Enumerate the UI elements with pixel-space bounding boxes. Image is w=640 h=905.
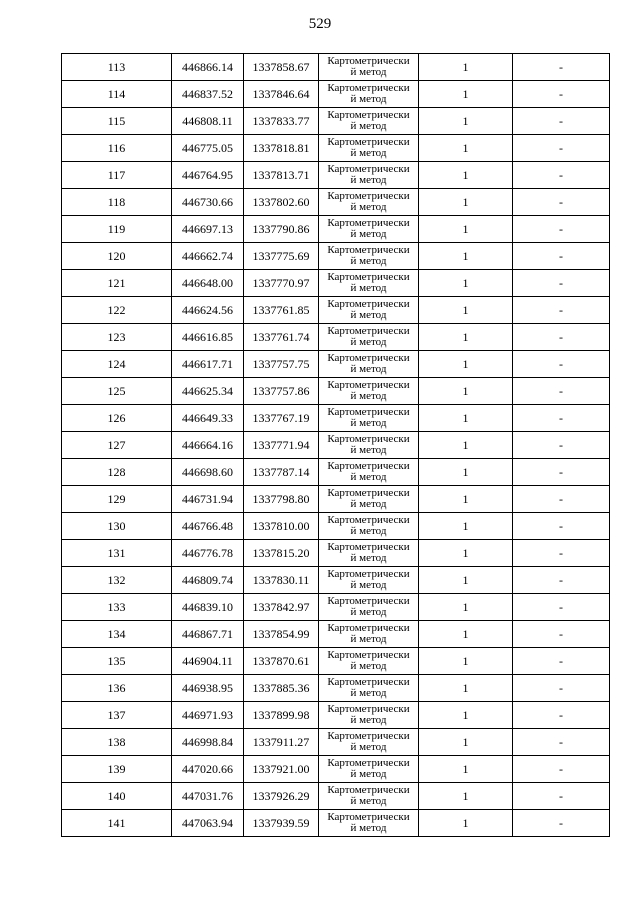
description-cell: - bbox=[513, 486, 610, 513]
y-coordinate-cell: 1337830.11 bbox=[244, 567, 319, 594]
point-number-cell: 132 bbox=[62, 567, 172, 594]
table-row bbox=[62, 405, 610, 432]
description-cell: - bbox=[513, 756, 610, 783]
y-coordinate-cell: 1337858.67 bbox=[244, 54, 319, 81]
y-coordinate-cell: 1337757.86 bbox=[244, 378, 319, 405]
x-coordinate-cell: 446998.84 bbox=[172, 729, 244, 756]
accuracy-cell: 1 bbox=[419, 540, 513, 567]
table-row bbox=[62, 162, 610, 189]
x-coordinate-cell: 446617.71 bbox=[172, 351, 244, 378]
point-number-cell: 115 bbox=[62, 108, 172, 135]
method-cell: Картометрически й метод bbox=[319, 324, 419, 351]
point-number-cell: 137 bbox=[62, 702, 172, 729]
point-number-cell: 120 bbox=[62, 243, 172, 270]
method-cell: Картометрически й метод bbox=[319, 594, 419, 621]
description-cell: - bbox=[513, 675, 610, 702]
description-cell: - bbox=[513, 702, 610, 729]
table-row bbox=[62, 756, 610, 783]
table-row bbox=[62, 702, 610, 729]
table-row bbox=[62, 621, 610, 648]
accuracy-cell: 1 bbox=[419, 135, 513, 162]
x-coordinate-cell: 446730.66 bbox=[172, 189, 244, 216]
method-cell: Картометрически й метод bbox=[319, 243, 419, 270]
point-number-cell: 117 bbox=[62, 162, 172, 189]
table-row bbox=[62, 432, 610, 459]
y-coordinate-cell: 1337815.20 bbox=[244, 540, 319, 567]
accuracy-cell: 1 bbox=[419, 459, 513, 486]
method-cell: Картометрически й метод bbox=[319, 378, 419, 405]
method-cell: Картометрически й метод bbox=[319, 513, 419, 540]
x-coordinate-cell: 446664.16 bbox=[172, 432, 244, 459]
description-cell: - bbox=[513, 81, 610, 108]
table-row bbox=[62, 513, 610, 540]
y-coordinate-cell: 1337818.81 bbox=[244, 135, 319, 162]
method-cell: Картометрически й метод bbox=[319, 54, 419, 81]
x-coordinate-cell: 446904.11 bbox=[172, 648, 244, 675]
accuracy-cell: 1 bbox=[419, 513, 513, 540]
table-row bbox=[62, 810, 610, 837]
method-cell: Картометрически й метод bbox=[319, 756, 419, 783]
point-number-cell: 124 bbox=[62, 351, 172, 378]
point-number-cell: 129 bbox=[62, 486, 172, 513]
table-row bbox=[62, 486, 610, 513]
accuracy-cell: 1 bbox=[419, 648, 513, 675]
method-cell: Картометрически й метод bbox=[319, 702, 419, 729]
accuracy-cell: 1 bbox=[419, 783, 513, 810]
table-row bbox=[62, 459, 610, 486]
method-cell: Картометрически й метод bbox=[319, 216, 419, 243]
x-coordinate-cell: 447063.94 bbox=[172, 810, 244, 837]
method-cell: Картометрически й метод bbox=[319, 108, 419, 135]
method-cell: Картометрически й метод bbox=[319, 675, 419, 702]
accuracy-cell: 1 bbox=[419, 594, 513, 621]
description-cell: - bbox=[513, 378, 610, 405]
y-coordinate-cell: 1337854.99 bbox=[244, 621, 319, 648]
x-coordinate-cell: 446731.94 bbox=[172, 486, 244, 513]
y-coordinate-cell: 1337921.00 bbox=[244, 756, 319, 783]
description-cell: - bbox=[513, 351, 610, 378]
point-number-cell: 139 bbox=[62, 756, 172, 783]
table-row bbox=[62, 297, 610, 324]
x-coordinate-cell: 446649.33 bbox=[172, 405, 244, 432]
point-number-cell: 127 bbox=[62, 432, 172, 459]
description-cell: - bbox=[513, 648, 610, 675]
y-coordinate-cell: 1337790.86 bbox=[244, 216, 319, 243]
point-number-cell: 114 bbox=[62, 81, 172, 108]
point-number-cell: 135 bbox=[62, 648, 172, 675]
accuracy-cell: 1 bbox=[419, 189, 513, 216]
x-coordinate-cell: 446809.74 bbox=[172, 567, 244, 594]
x-coordinate-cell: 446697.13 bbox=[172, 216, 244, 243]
description-cell: - bbox=[513, 243, 610, 270]
point-number-cell: 130 bbox=[62, 513, 172, 540]
x-coordinate-cell: 446766.48 bbox=[172, 513, 244, 540]
y-coordinate-cell: 1337813.71 bbox=[244, 162, 319, 189]
table-row bbox=[62, 729, 610, 756]
method-cell: Картометрически й метод bbox=[319, 81, 419, 108]
x-coordinate-cell: 446775.05 bbox=[172, 135, 244, 162]
y-coordinate-cell: 1337787.14 bbox=[244, 459, 319, 486]
accuracy-cell: 1 bbox=[419, 702, 513, 729]
table-row bbox=[62, 81, 610, 108]
x-coordinate-cell: 446776.78 bbox=[172, 540, 244, 567]
y-coordinate-cell: 1337771.94 bbox=[244, 432, 319, 459]
x-coordinate-cell: 446971.93 bbox=[172, 702, 244, 729]
x-coordinate-cell: 446625.34 bbox=[172, 378, 244, 405]
description-cell: - bbox=[513, 324, 610, 351]
y-coordinate-cell: 1337842.97 bbox=[244, 594, 319, 621]
description-cell: - bbox=[513, 297, 610, 324]
table-row bbox=[62, 135, 610, 162]
method-cell: Картометрически й метод bbox=[319, 783, 419, 810]
description-cell: - bbox=[513, 270, 610, 297]
accuracy-cell: 1 bbox=[419, 756, 513, 783]
table-row bbox=[62, 567, 610, 594]
point-number-cell: 131 bbox=[62, 540, 172, 567]
x-coordinate-cell: 446866.14 bbox=[172, 54, 244, 81]
method-cell: Картометрически й метод bbox=[319, 621, 419, 648]
x-coordinate-cell: 446837.52 bbox=[172, 81, 244, 108]
accuracy-cell: 1 bbox=[419, 675, 513, 702]
table-row bbox=[62, 540, 610, 567]
description-cell: - bbox=[513, 783, 610, 810]
description-cell: - bbox=[513, 432, 610, 459]
y-coordinate-cell: 1337798.80 bbox=[244, 486, 319, 513]
table-row bbox=[62, 243, 610, 270]
method-cell: Картометрически й метод bbox=[319, 648, 419, 675]
point-number-cell: 113 bbox=[62, 54, 172, 81]
table-row bbox=[62, 594, 610, 621]
x-coordinate-cell: 446867.71 bbox=[172, 621, 244, 648]
description-cell: - bbox=[513, 162, 610, 189]
y-coordinate-cell: 1337899.98 bbox=[244, 702, 319, 729]
table-row bbox=[62, 270, 610, 297]
method-cell: Картометрически й метод bbox=[319, 459, 419, 486]
table-row bbox=[62, 675, 610, 702]
point-number-cell: 126 bbox=[62, 405, 172, 432]
table-row bbox=[62, 54, 610, 81]
y-coordinate-cell: 1337885.36 bbox=[244, 675, 319, 702]
point-number-cell: 116 bbox=[62, 135, 172, 162]
accuracy-cell: 1 bbox=[419, 324, 513, 351]
point-number-cell: 122 bbox=[62, 297, 172, 324]
point-number-cell: 133 bbox=[62, 594, 172, 621]
y-coordinate-cell: 1337846.64 bbox=[244, 81, 319, 108]
table-row bbox=[62, 324, 610, 351]
accuracy-cell: 1 bbox=[419, 297, 513, 324]
method-cell: Картометрически й метод bbox=[319, 297, 419, 324]
method-cell: Картометрически й метод bbox=[319, 351, 419, 378]
method-cell: Картометрически й метод bbox=[319, 135, 419, 162]
y-coordinate-cell: 1337767.19 bbox=[244, 405, 319, 432]
y-coordinate-cell: 1337761.74 bbox=[244, 324, 319, 351]
x-coordinate-cell: 446764.95 bbox=[172, 162, 244, 189]
y-coordinate-cell: 1337770.97 bbox=[244, 270, 319, 297]
description-cell: - bbox=[513, 513, 610, 540]
description-cell: - bbox=[513, 216, 610, 243]
coordinates-table-body bbox=[62, 54, 610, 837]
accuracy-cell: 1 bbox=[419, 270, 513, 297]
x-coordinate-cell: 446839.10 bbox=[172, 594, 244, 621]
table-row bbox=[62, 648, 610, 675]
method-cell: Картометрически й метод bbox=[319, 810, 419, 837]
accuracy-cell: 1 bbox=[419, 54, 513, 81]
accuracy-cell: 1 bbox=[419, 810, 513, 837]
method-cell: Картометрически й метод bbox=[319, 189, 419, 216]
coordinates-table bbox=[61, 53, 610, 837]
x-coordinate-cell: 446648.00 bbox=[172, 270, 244, 297]
x-coordinate-cell: 446624.56 bbox=[172, 297, 244, 324]
y-coordinate-cell: 1337775.69 bbox=[244, 243, 319, 270]
accuracy-cell: 1 bbox=[419, 729, 513, 756]
x-coordinate-cell: 447031.76 bbox=[172, 783, 244, 810]
description-cell: - bbox=[513, 405, 610, 432]
point-number-cell: 136 bbox=[62, 675, 172, 702]
y-coordinate-cell: 1337810.00 bbox=[244, 513, 319, 540]
y-coordinate-cell: 1337911.27 bbox=[244, 729, 319, 756]
accuracy-cell: 1 bbox=[419, 216, 513, 243]
page-number: 529 bbox=[308, 16, 332, 32]
x-coordinate-cell: 446938.95 bbox=[172, 675, 244, 702]
method-cell: Картометрически й метод bbox=[319, 486, 419, 513]
method-cell: Картометрически й метод bbox=[319, 162, 419, 189]
method-cell: Картометрически й метод bbox=[319, 270, 419, 297]
table-row bbox=[62, 189, 610, 216]
x-coordinate-cell: 446808.11 bbox=[172, 108, 244, 135]
x-coordinate-cell: 446662.74 bbox=[172, 243, 244, 270]
y-coordinate-cell: 1337926.29 bbox=[244, 783, 319, 810]
description-cell: - bbox=[513, 108, 610, 135]
accuracy-cell: 1 bbox=[419, 567, 513, 594]
accuracy-cell: 1 bbox=[419, 162, 513, 189]
point-number-cell: 125 bbox=[62, 378, 172, 405]
y-coordinate-cell: 1337761.85 bbox=[244, 297, 319, 324]
accuracy-cell: 1 bbox=[419, 378, 513, 405]
point-number-cell: 134 bbox=[62, 621, 172, 648]
accuracy-cell: 1 bbox=[419, 243, 513, 270]
table-row bbox=[62, 108, 610, 135]
point-number-cell: 118 bbox=[62, 189, 172, 216]
description-cell: - bbox=[513, 594, 610, 621]
description-cell: - bbox=[513, 729, 610, 756]
point-number-cell: 121 bbox=[62, 270, 172, 297]
point-number-cell: 128 bbox=[62, 459, 172, 486]
description-cell: - bbox=[513, 135, 610, 162]
table-row bbox=[62, 783, 610, 810]
table-row bbox=[62, 378, 610, 405]
method-cell: Картометрически й метод bbox=[319, 540, 419, 567]
description-cell: - bbox=[513, 540, 610, 567]
description-cell: - bbox=[513, 54, 610, 81]
x-coordinate-cell: 446616.85 bbox=[172, 324, 244, 351]
point-number-cell: 119 bbox=[62, 216, 172, 243]
table-row bbox=[62, 351, 610, 378]
accuracy-cell: 1 bbox=[419, 432, 513, 459]
point-number-cell: 138 bbox=[62, 729, 172, 756]
description-cell: - bbox=[513, 189, 610, 216]
y-coordinate-cell: 1337757.75 bbox=[244, 351, 319, 378]
y-coordinate-cell: 1337802.60 bbox=[244, 189, 319, 216]
accuracy-cell: 1 bbox=[419, 405, 513, 432]
description-cell: - bbox=[513, 621, 610, 648]
description-cell: - bbox=[513, 459, 610, 486]
y-coordinate-cell: 1337833.77 bbox=[244, 108, 319, 135]
method-cell: Картометрически й метод bbox=[319, 729, 419, 756]
table-row bbox=[62, 216, 610, 243]
x-coordinate-cell: 446698.60 bbox=[172, 459, 244, 486]
point-number-cell: 141 bbox=[62, 810, 172, 837]
description-cell: - bbox=[513, 810, 610, 837]
accuracy-cell: 1 bbox=[419, 351, 513, 378]
accuracy-cell: 1 bbox=[419, 621, 513, 648]
y-coordinate-cell: 1337870.61 bbox=[244, 648, 319, 675]
accuracy-cell: 1 bbox=[419, 108, 513, 135]
point-number-cell: 123 bbox=[62, 324, 172, 351]
method-cell: Картометрически й метод bbox=[319, 405, 419, 432]
method-cell: Картометрически й метод bbox=[319, 432, 419, 459]
accuracy-cell: 1 bbox=[419, 81, 513, 108]
point-number-cell: 140 bbox=[62, 783, 172, 810]
accuracy-cell: 1 bbox=[419, 486, 513, 513]
x-coordinate-cell: 447020.66 bbox=[172, 756, 244, 783]
description-cell: - bbox=[513, 567, 610, 594]
y-coordinate-cell: 1337939.59 bbox=[244, 810, 319, 837]
method-cell: Картометрически й метод bbox=[319, 567, 419, 594]
